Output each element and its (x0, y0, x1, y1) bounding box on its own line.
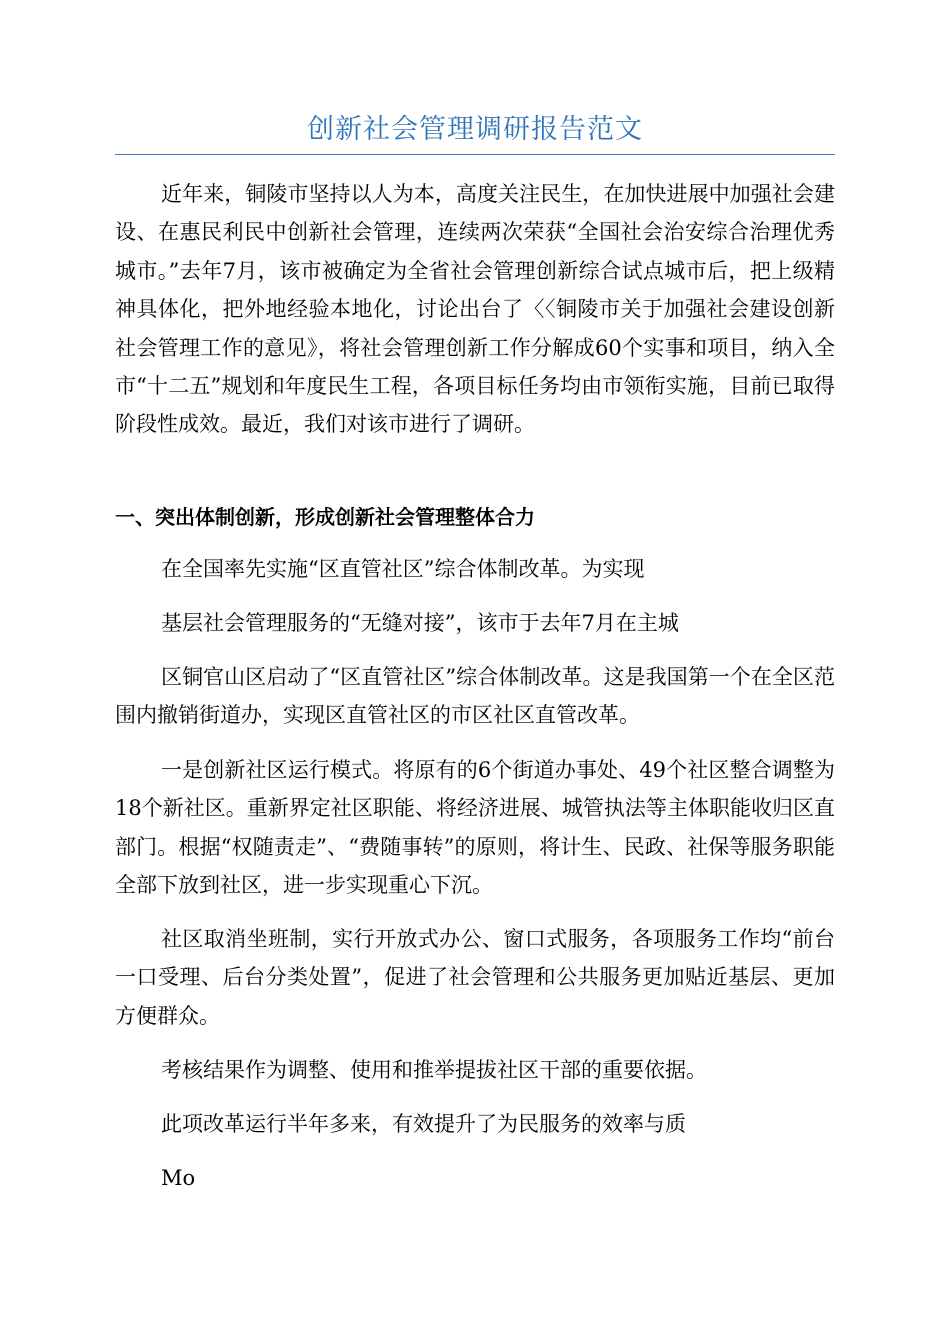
title-underline (115, 154, 835, 155)
document-title: 创新社会管理调研报告范文 (307, 114, 643, 145)
paragraph-4: 一是创新社区运行模式。将原有的6个街道办事处、49个社区整合调整为18个新社区。重新界定社区职能、将经济进展、城管执法等主体职能收归区直部门。根据“权随责走”、“费随事转”的原则，将计生、民政、社保等服务职能全部下放到社区，进一步实现重心下沉。 (115, 758, 835, 898)
intro-paragraph: 近年来，铜陵市坚持以人为本，高度关注民生，在加快进展中加强社会建设、在惠民利民中创新社会管理，连续两次荣获“全国社会治安综合治理优秀城市。”去年7月，该市被确定为全省社会管理创新综合试点城市后，把上级精神具体化，把外地经验本地化，讨论出台了〈〈铜陵市关于加强社会建设创新社会管理工作的意见》，将社会管理创新工作分解成60个实事和项目，纳入全市“十二五”规划和年度民生工程，各项目标任务均由市领衔实施，目前已取得阶段性成效。最近，我们对该市进行了调研。 (115, 182, 835, 437)
paragraph-8: Mo (161, 1166, 196, 1190)
paragraph-6: 考核结果作为调整、使用和推举提拔社区干部的重要依据。 (161, 1058, 707, 1082)
paragraph-2: 基层社会管理服务的“无缝对接”，该市于去年7月在主城 (161, 611, 679, 635)
paragraph-5: 社区取消坐班制，实行开放式办公、窗口式服务，各项服务工作均“前台一口受理、后台分类处置”，促进了社会管理和公共服务更加贴近基层、更加方便群众。 (115, 927, 835, 1028)
paragraph-3: 区铜官山区启动了“区直管社区”综合体制改革。这是我国第一个在全区范围内撤销街道办，实现区直管社区的市区社区直管改革。 (115, 665, 835, 728)
section-heading: 一、突出体制创新，形成创新社会管理整体合力 (115, 505, 535, 529)
paragraph-1: 在全国率先实施“区直管社区”综合体制改革。为实现 (161, 557, 645, 581)
paragraph-7: 此项改革运行半年多来，有效提升了为民服务的效率与质 (161, 1112, 686, 1136)
